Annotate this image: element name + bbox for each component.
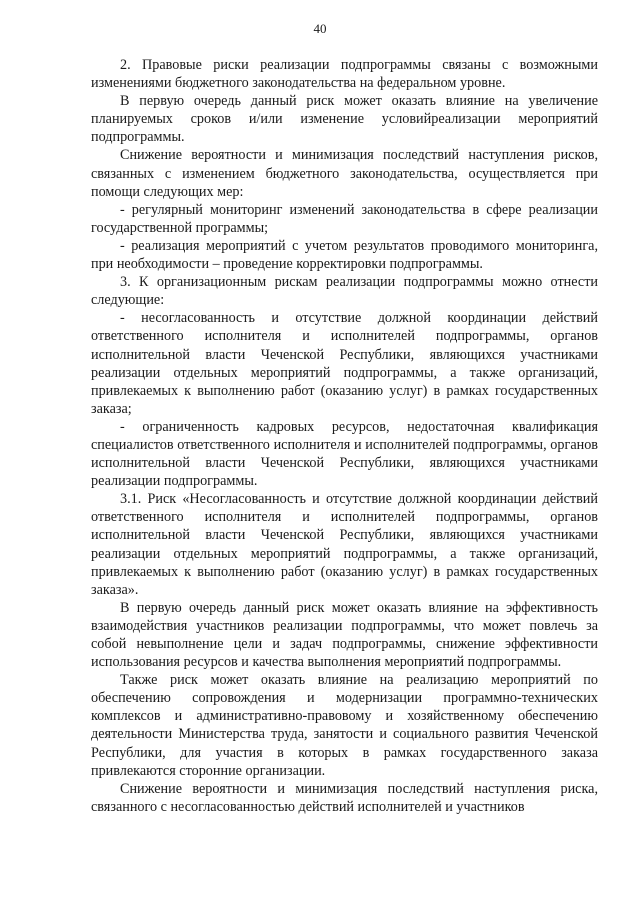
paragraph-legal-risk-impact: В первую очередь данный риск может оказать влияние на увеличение планируемых сроков и/или изменение условийреализации мероприятий подпрограммы.	[91, 93, 598, 146]
list-item-coordination: - несогласованность и отсутствие должной координации действий ответственного исполнителя и исполнителей подпрограммы, органов исполнительной власти Чеченской Республики, являющихся участниками реализации отдельных мероприятий подпрограммы, а также организаций, привлекаемых к выполнению работ (оказанию услуг) в рамках государственных заказа;	[91, 310, 598, 417]
list-item-adjustment: - реализация мероприятий с учетом результатов проводимого мониторинга, при необходимости – проведение корректировки подпрограммы.	[91, 237, 598, 273]
document-body	[91, 56, 598, 816]
list-item-staffing: - ограниченность кадровых ресурсов, недостаточная квалификация специалистов ответственного исполнителя и исполнителей подпрограммы, органов исполнительной власти Чеченской Республики, являющихся участниками реализации подпрограммы.	[91, 418, 598, 490]
paragraph-legal-risks: 2. Правовые риски реализации подпрограммы связаны с возможными изменениями бюджетного законодательства на федеральном уровне.	[91, 57, 598, 92]
paragraph-legal-risk-mitigation: Снижение вероятности и минимизация последствий наступления рисков, связанных с изменением бюджетного законодательства, осуществляется при помощи следующих мер:	[91, 147, 598, 200]
paragraph-risk-3-1-impact: В первую очередь данный риск может оказать влияние на эффективность взаимодействия участников реализации подпрограммы, что может повлечь за собой невыполнение цели и задач подпрограммы, снижение эффективности использования ресурсов и качества выполнения мероприятий подпрограммы.	[91, 599, 598, 671]
paragraph-organizational-risks: 3. К организационным рискам реализации подпрограммы можно отнести следующие:	[91, 274, 598, 309]
paragraph-risk-3-1-mitigation: Снижение вероятности и минимизация последствий наступления риска, связанного с несогласованностью действий исполнителей и участников	[91, 780, 598, 815]
list-item-monitoring: - регулярный мониторинг изменений законодательства в сфере реализации государственной программы;	[91, 201, 598, 236]
paragraph-risk-3-1-further-impact: Также риск может оказать влияние на реализацию мероприятий по обеспечению сопровождения и модернизации программно-технических комплексов и административно-правовому и хозяйственному обеспечению деятельности Министерства труда, занятости и социального развития Чеченской Республики, для участия в которых в рамках государственного заказа привлекаются сторонние организации.	[91, 672, 598, 779]
page-number: 40	[313, 21, 327, 36]
paragraph-risk-3-1: 3.1. Риск «Несогласованность и отсутствие должной координации действий ответственного исполнителя и исполнителей подпрограммы, органов исполнительной власти Чеченской Республики, являющихся участниками реализации отдельных мероприятий подпрограммы, а также организаций, привлекаемых к выполнению работ (оказанию услуг) в рамках государственных заказа».	[91, 491, 598, 598]
